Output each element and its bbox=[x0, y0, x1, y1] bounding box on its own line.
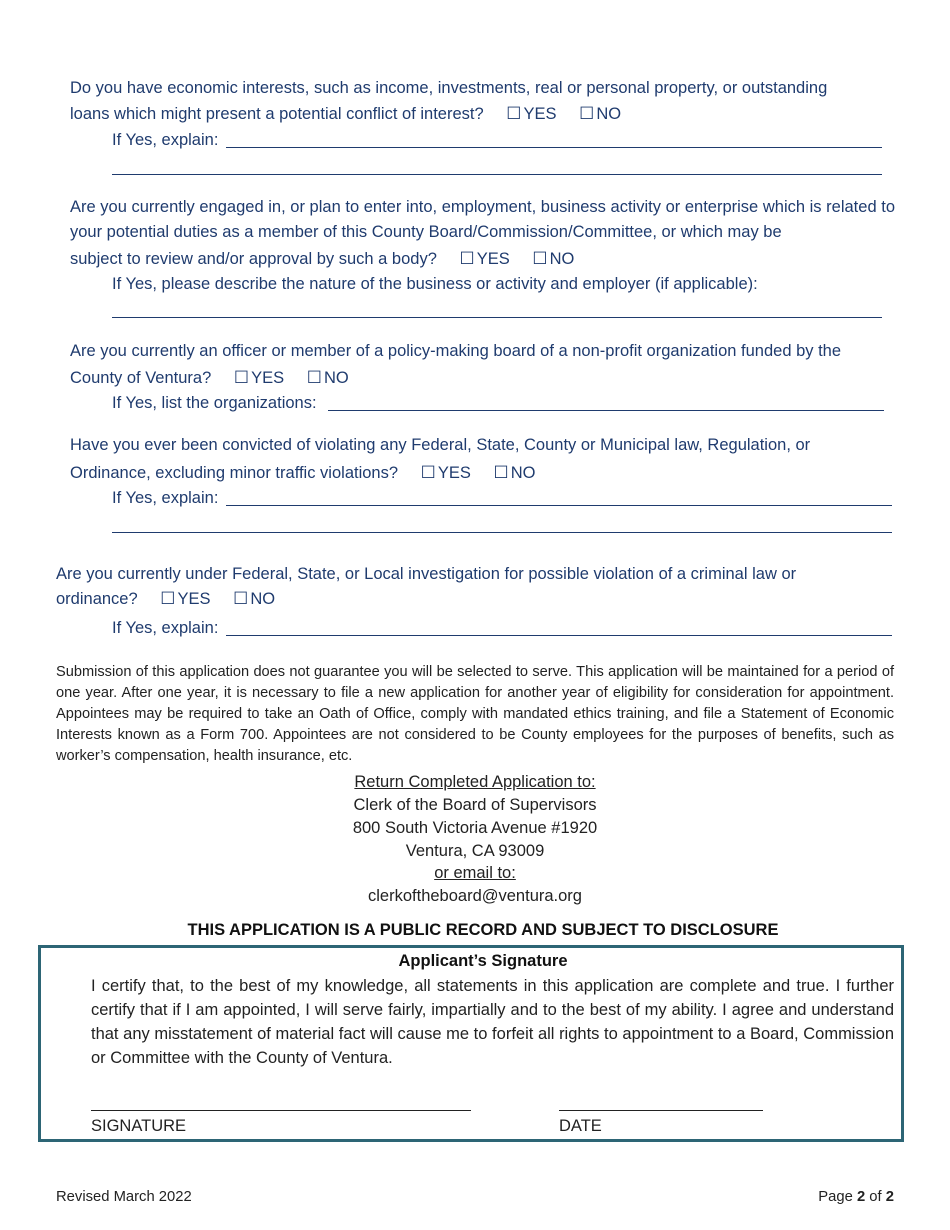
q1-yes-label: YES bbox=[523, 105, 557, 123]
q2-text: Are you currently engaged in, or plan to enter into, employment, business activity or enterprise which is related to your potential duties as a member of this County Board/Commission/Committee, or which may be bbox=[70, 198, 895, 241]
q1-followup bbox=[112, 130, 218, 150]
date-field[interactable] bbox=[559, 1110, 763, 1111]
checkbox-icon[interactable]: ☐ bbox=[493, 463, 509, 482]
q5-followup: If Yes, explain: bbox=[112, 619, 219, 637]
page-total: 2 bbox=[885, 1189, 894, 1205]
checkbox-icon[interactable]: ☐ bbox=[579, 104, 595, 123]
page-of: of bbox=[869, 1189, 882, 1205]
q2-question-text: subject to review and/or approval by such a body? bbox=[70, 250, 437, 268]
q1-explain-field-line2[interactable] bbox=[112, 174, 882, 175]
q4-yes-option[interactable] bbox=[421, 463, 471, 483]
q2-no-option[interactable] bbox=[532, 249, 574, 269]
q5-no-label: NO bbox=[250, 590, 276, 608]
q4-question-text: Ordinance, excluding minor traffic violations? bbox=[70, 464, 399, 482]
q1-question-text: loans which might present a potential conflict of interest? bbox=[70, 105, 484, 123]
q4-line2 bbox=[70, 463, 536, 483]
q2-followup: If Yes, please describe the nature of the business or activity and employer (if applicable): bbox=[112, 275, 758, 293]
q1-no-label: NO bbox=[596, 105, 622, 123]
q5-question-text: ordinance? bbox=[56, 590, 138, 608]
q2-line3 bbox=[70, 249, 574, 269]
q3-line2 bbox=[70, 368, 349, 388]
email-heading bbox=[0, 862, 950, 885]
q5-yes-label: YES bbox=[177, 590, 211, 608]
q3-question-text: County of Ventura? bbox=[70, 369, 212, 387]
q5-line1: Are you currently under Federal, State, or Local investigation for possible violation of a criminal law or bbox=[56, 565, 797, 583]
q4-no-option[interactable] bbox=[494, 463, 536, 483]
q4-no-label: NO bbox=[510, 464, 536, 482]
q5-explain-field[interactable] bbox=[226, 635, 892, 636]
q5-line2 bbox=[56, 589, 275, 609]
return-heading bbox=[0, 771, 950, 794]
q1-followup-label: If Yes, explain: bbox=[112, 131, 219, 149]
checkbox-icon[interactable]: ☐ bbox=[420, 463, 436, 482]
public-record-notice: THIS APPLICATION IS A PUBLIC RECORD AND SUBJECT TO DISCLOSURE bbox=[187, 921, 779, 939]
signature-label: SIGNATURE bbox=[91, 1117, 187, 1135]
page-current: 2 bbox=[856, 1189, 866, 1205]
q3-no-option[interactable] bbox=[307, 368, 349, 388]
email-heading-text: or email to: bbox=[434, 864, 516, 882]
checkbox-icon[interactable]: ☐ bbox=[160, 589, 176, 608]
q1-line2 bbox=[70, 104, 621, 124]
page-number bbox=[818, 1187, 894, 1207]
checkbox-icon[interactable]: ☐ bbox=[532, 249, 548, 268]
return-heading-text: Return Completed Application to: bbox=[354, 773, 596, 791]
return-office: Clerk of the Board of Supervisors bbox=[353, 796, 597, 814]
q1-explain-field[interactable] bbox=[226, 147, 882, 148]
q3-line1: Are you currently an officer or member of a policy-making board of a non-profit organization funded by the bbox=[70, 342, 842, 360]
date-label: DATE bbox=[559, 1117, 602, 1135]
q3-yes-option[interactable] bbox=[234, 368, 284, 388]
checkbox-icon[interactable]: ☐ bbox=[506, 104, 522, 123]
q3-no-label: NO bbox=[323, 369, 349, 387]
q1-no-option[interactable] bbox=[579, 104, 621, 124]
q2-no-label: NO bbox=[549, 250, 575, 268]
q5-no-option[interactable] bbox=[233, 589, 275, 609]
q2-yes-option[interactable] bbox=[459, 249, 509, 269]
q4-explain-field-line2[interactable] bbox=[112, 532, 892, 533]
q2-describe-field[interactable] bbox=[112, 317, 882, 318]
q4-line1: Have you ever been convicted of violating any Federal, State, County or Municipal law, Regulation, or bbox=[70, 436, 811, 454]
q1-yes-option[interactable] bbox=[506, 104, 556, 124]
q2-yes-label: YES bbox=[476, 250, 510, 268]
return-email[interactable]: clerkoftheboard@ventura.org bbox=[368, 887, 582, 905]
signature-field[interactable] bbox=[91, 1110, 471, 1111]
q3-followup: If Yes, list the organizations: bbox=[112, 394, 317, 412]
q4-explain-field[interactable] bbox=[226, 505, 892, 506]
q3-organizations-field[interactable] bbox=[328, 410, 884, 411]
checkbox-icon[interactable]: ☐ bbox=[306, 368, 322, 387]
q3-yes-label: YES bbox=[251, 369, 285, 387]
page-prefix: Page bbox=[818, 1189, 853, 1205]
checkbox-icon[interactable]: ☐ bbox=[233, 368, 250, 387]
signature-box-title: Applicant’s Signature bbox=[398, 952, 568, 970]
q5-yes-option[interactable] bbox=[160, 589, 210, 609]
revised-date: Revised March 2022 bbox=[56, 1189, 192, 1205]
return-city: Ventura, CA 93009 bbox=[405, 842, 545, 860]
checkbox-icon[interactable]: ☐ bbox=[459, 249, 475, 268]
certification-text: I certify that, to the best of my knowledge, all statements in this application are complete and true. I further certify that if I am appointed, I will serve fairly, impartially and to the best of my ability. I agree and understand that any misstatement of material fact will cause me to forfeit all rights to appointment to a Board, Commission or Committee with the County of Ventura. bbox=[91, 977, 894, 1067]
q4-followup: If Yes, explain: bbox=[112, 489, 219, 507]
checkbox-icon[interactable]: ☐ bbox=[233, 589, 249, 608]
disclaimer-paragraph: Submission of this application does not guarantee you will be selected to serve. This application will be maintained for a period of one year. After one year, it is necessary to file a new application for another year of eligibility for consideration for appointment. Appointees may be required to take an Oath of Office, comply with mandated ethics training, and file a Statement of Economic Interests known as a Form 700. Appointees are not considered to be County employees for the purposes of benefits, such as worker’s compensation, health insurance, etc. bbox=[56, 664, 894, 764]
q4-yes-label: YES bbox=[437, 464, 471, 482]
q1-line1: Do you have economic interests, such as income, investments, real or personal property, or outstanding bbox=[70, 79, 828, 97]
return-street: 800 South Victoria Avenue #1920 bbox=[352, 819, 598, 837]
